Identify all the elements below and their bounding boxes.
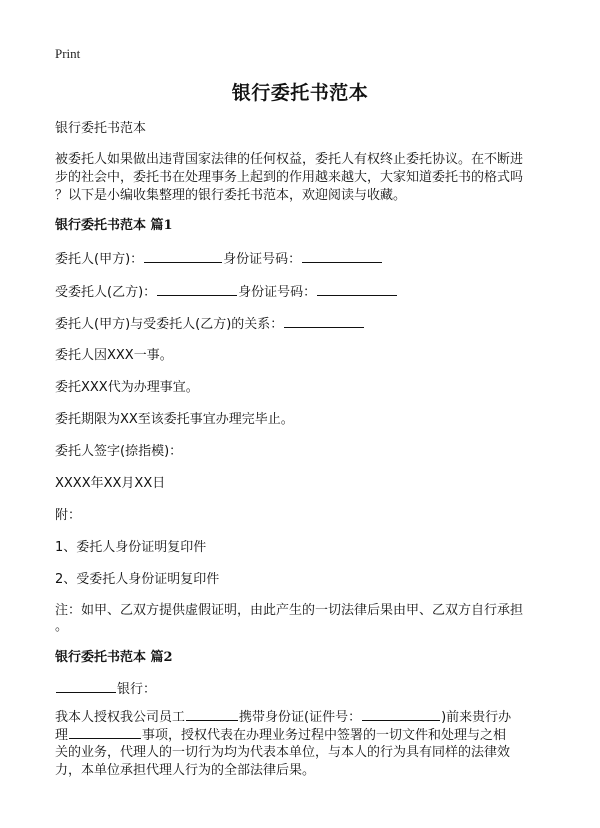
auth-part-e: 事项，授权代表在办理业务过程中签署的一切文件和处理与之相 [142, 728, 507, 743]
reason-line: 委托人因XXX一事。 [55, 348, 173, 363]
agent-label: 受委托人(乙方)： [55, 285, 157, 300]
section-1-heading: 银行委托书范本 篇1 [55, 218, 173, 233]
intro-line-2: 步的社会中，委托书在处理事务上起到的作用越来越大，大家知道委托书的格式吗 [55, 170, 524, 185]
attachments-label: 附： [55, 508, 82, 523]
auth-part-d: 理 [55, 728, 69, 743]
matter-line: 委托XXX代为办理事宜。 [55, 380, 199, 395]
auth-part-b: 携带身份证(证件号： [239, 710, 362, 725]
bank-name-blank [56, 678, 116, 693]
subtitle: 银行委托书范本 [55, 121, 147, 136]
intro-line-1: 被委托人如果做出违背国家法律的任何权益，委托人有权终止委托协议。在不断进 [55, 152, 524, 167]
section-2-heading: 银行委托书范本 篇2 [55, 650, 173, 665]
signature-line: 委托人签字(捺指模)： [55, 444, 183, 459]
bank-line [55, 678, 555, 700]
employee-name-blank [186, 706, 238, 721]
auth-part-c: )前来贵行办 [441, 710, 512, 725]
matter-blank [69, 724, 141, 739]
authorization-line-4: 力，本单位承担代理人行为的全部法律后果。 [55, 763, 316, 778]
principal-id-label: 身份证号码： [223, 252, 302, 267]
page-title: 银行委托书范本 [231, 82, 369, 104]
agent-id-label: 身份证号码： [238, 285, 317, 300]
agent-name-blank [157, 281, 237, 296]
id-number-blank [362, 706, 440, 721]
relation-blank [284, 313, 364, 328]
intro-line-3: ？以下是小编收集整理的银行委托书范本，欢迎阅读与收藏。 [55, 188, 407, 203]
agent-line [55, 281, 555, 303]
principal-id-blank [302, 248, 382, 263]
note-line-1: 注：如甲、乙双方提供虚假证明，由此产生的一切法律后果由甲、乙双方自行承担 [55, 603, 524, 618]
attachment-item-1: 1、委托人身份证明复印件 [55, 540, 207, 555]
relation-line [55, 313, 555, 335]
authorization-line-3: 关的业务，代理人的一切行为均为代表本单位，与本人的行为具有同样的法律效 [55, 745, 511, 760]
principal-label: 委托人(甲方)： [55, 252, 144, 267]
date-line: XXXX年XX月XX日 [55, 476, 166, 491]
relation-label: 委托人(甲方)与受委托人(乙方)的关系： [55, 317, 284, 332]
print-link[interactable]: Print [55, 46, 81, 61]
period-line: 委托期限为XX至该委托事宜办理完毕止。 [55, 412, 294, 427]
bank-suffix: 银行： [117, 682, 157, 697]
attachment-item-2: 2、受委托人身份证明复印件 [55, 572, 220, 587]
note-line-2: 。 [55, 619, 69, 634]
principal-name-blank [144, 248, 222, 263]
principal-line [55, 248, 555, 270]
auth-part-a: 我本人授权我公司员工 [55, 710, 186, 725]
agent-id-blank [317, 281, 397, 296]
